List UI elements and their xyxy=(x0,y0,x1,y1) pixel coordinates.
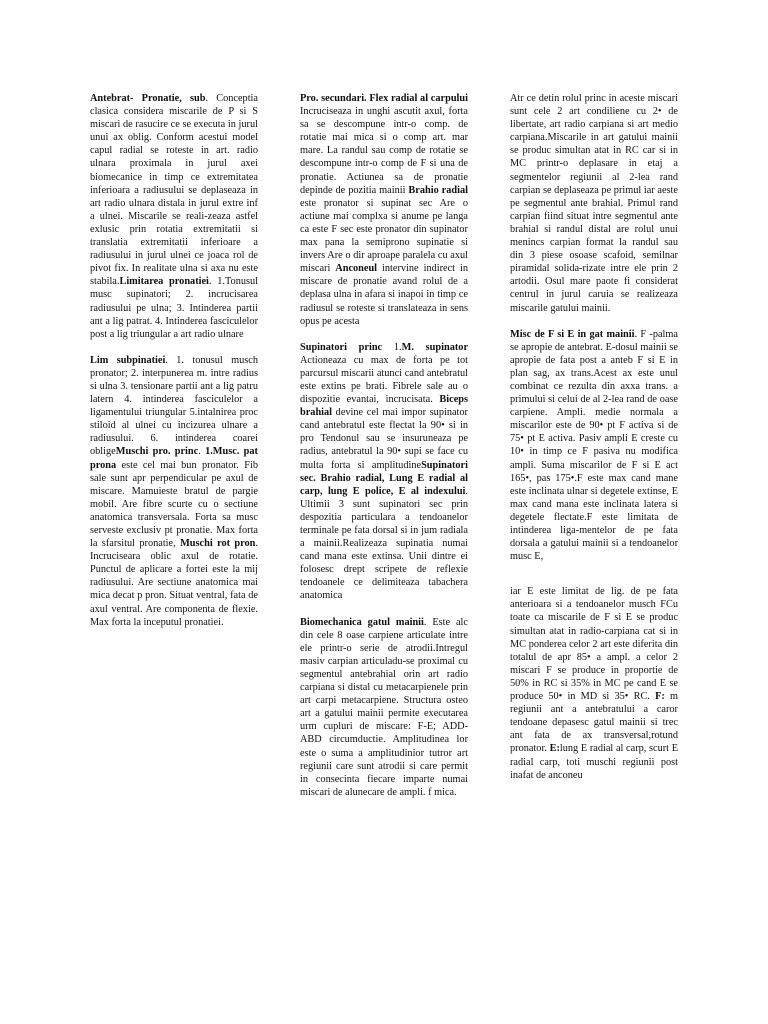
paragraph-atr-ce-detin xyxy=(510,92,678,315)
text-run: este cel mai bun pronator. Fib sale sunt apr perpendicular pe axul de miscare. Mamuieste bratul de pargie mobil. Are fibre scurte cu o sectiune anatomica transversala. Forta sa musc serveste exclusiv pt pronatie. Max forta la sfarsitul pronatie, xyxy=(90,459,258,550)
bold-term: Anconeul xyxy=(335,263,378,275)
bold-term: M. supinator xyxy=(401,341,469,353)
text-run: iar E este limitat de lig. de pe fata anterioara si a tendoanelor musch FCu toate ca miscarile de F si E se produc simultan atat in radio-carpiana cat si in MC ponderea celor 2 art este diferita din totalul de apr 85• a ampl. a celor 2 miscari F se produce in proportie de 50% in RC si 35% in MC pe cand E se produce 50• in MD si 35• RC. xyxy=(510,586,678,703)
bold-term: F: xyxy=(655,691,665,703)
paragraph-supinatori-princ xyxy=(300,341,468,603)
text-run: . 1. tonusul musch pronator; 2. interpunerea m. intre radius si ulna 3. tensionare partii ant a lig patru latern 4. intinderea fasciculelor a ligamentului triungular 5.intalnirea proc stiloid al ulnei cu incizurea ulnare a radiusului. 6. intinderea coarei oblige xyxy=(90,354,258,458)
bold-term: Supinatori princ xyxy=(300,341,383,353)
paragraph-biomecanica-gatul-mainii xyxy=(300,616,468,799)
text-run: intervine indirect in miscare de pronatie avand rolul de a deplasa ulna in afara si inapoi in timp ce radiusul se roteste si translateaza in sens opus pe acesta xyxy=(300,263,469,327)
text-run: . xyxy=(198,446,206,458)
text-run: . Incruciseara oblic axul de rotatie. Punctul de aplicare a fortei este la mij radiusului. Are sectiune anatomica mai mica decat p pron. Situat ventral, fata de axul ventral. Are componenta de flexie. Max forta la inceputul pronatiei. xyxy=(90,538,258,628)
text-run: m regiunii ant a antebratului a caror tendoane depasesc gatul mainii si trec ant fata de ax transversal,rotund pronator. xyxy=(510,691,678,755)
bold-term: Antebrat- Pronatie, sub xyxy=(90,93,206,104)
bold-term: Supinatori sec. Brahio radial, Lung E radial al carp, lung E police, E al indexului xyxy=(300,459,468,497)
bold-term: Muschi pro. princ xyxy=(115,446,199,458)
paragraph-antebrat-pronatie xyxy=(90,92,258,341)
text-run: Incruciseaza in unghi ascutit axul, forta sa se descompune intr-o comp. de rotatie mai mica si o comp art. mar mare. La randul sau comp de rotatie se descompune intr-o comp de F si una de pronatie. Actiunea sa de pronatie depinde de pozitia mainii xyxy=(300,106,468,196)
text-run: . Este alc din cele 8 oase carpiene articulate intre ele printr-o serie de atrodii.Intregul masiv carpian articuladu-se proximal cu segmentul antebrahial orin art radio carpiana si distal cu metacarpienele prin art carpi metacarpiene. Structura osteo art a gatului mainii permite executarea urm cupluri de miscare: F-E; ADD-ABD circumductie. Amplitudinea lor este o suma a amplitudinior tutror art regiunii care sunt atrodii si care permit in consecinta fiecare imparte numai miscari de alunecare de ampli. f mica. xyxy=(300,616,468,798)
text-run: . Conceptia clasica considera miscarile de P si S miscari de rasucire ce se executa in jurul unui ax oblig. Conform acestui model capul radial se roteste in art. radio ulnara proximala in jurul axei biomecanice in timp ce extremitatea inferioara a radiusului se deplaseaza in art radio ulnara distala in jurul extre inf a ulnei. Miscarile se reali-zeaza astfel exlusic prin rotatia extremitatii si translatia extremitatii inferioare a radiusului in jurul ulnei ce joaca rol de pivot fix. In realitate ulna si axa nu este stabila. xyxy=(90,93,258,288)
text-run: . Ultimii 3 sunt supinatori sec prin despozitia particulara a tendoanelor terminale pe fata dorsal si in jum radiala a mainii.Realizeaza supinatia numai cand mana este extinsa. Unii dintre ei folosesc drept scripete de reflexie tendoanele ce delimiteaza tabachera anatomica xyxy=(300,485,468,602)
column-middle xyxy=(300,92,468,799)
text-run: este pronator si supinat sec Are o actiune mai complxa si anume pe langa ca este F sec este pronator din supinator max pana la semiprono supinatie si invers Are o dir aproape paralela cu axul miscari xyxy=(300,197,468,275)
text-run: 1. xyxy=(382,341,402,353)
bold-term: Biceps brahial xyxy=(300,394,468,419)
text-run: Actioneaza cu max de forta pe tot parcursul miscarii atunci cand antebratul este extins pe brati. Fibrele sale au o dispozitie evantai, incrucisata. xyxy=(300,354,468,406)
text-run: devine cel mai impor supinator cand antebratul este flectat la 90• si in pro Tendonul sau se insuruneaza pe radius, antebratul la 90• supi se face cu multa forta si amplitudine xyxy=(300,407,468,471)
text-run: Atr ce detin rolul princ in aceste miscari sunt cele 2 art condiliene cu 2• de libertate, art radio carpiana si art medio carpiana.Miscarile in art gatului mainii se produc simultan atat in RC car si in MC printr-o deplasare in etaj a segmentelor regiunii al 2-lea rand carpian se deplaseaza pe primul iar aeste pe segmentul ante brahial. Primul rand carpian fiind situat intre segmentul ante brahial si randul distal are rolul unui menincs carpian format la randul sau din 3 piese osoase scafoid, semilnar piramidal solida-rizate intre ele prin 2 artodii. Osul mare paote fi considerat centrul in jurul caruia se realizeaza miscarile gatului mainii. xyxy=(510,93,678,314)
text-run: lung E radial al carp, scurt E radial carp, toti muschi regiunii post inafat de anconeu xyxy=(510,743,679,781)
bold-term: Misc de F si E in gat mainii xyxy=(510,328,635,340)
bold-term: Pro. secundari. Flex radial al carpului xyxy=(300,93,468,104)
text-run: . 1.Tonusul musc supinatori; 2. incrucisarea radiusului pe ulna; 3. Intinderea partii ant a lig patrat. 4. Intinderea fasciculelor post a lig triungular a art radio ulnare xyxy=(90,276,259,340)
bold-term: Muschi rot pron xyxy=(180,538,256,550)
bold-term: 1.Musc. pat prona xyxy=(90,446,258,471)
column-left xyxy=(90,92,258,629)
text-run: . F -palma se apropie de antebrat. E-dosul mainii se apropie de fata post a anteb F si E in plan sag, ax trans.Acest ax este unul combinat ce rezulta din axxa trans. a primului si celui de al 2-lea rand de oase carpiene. Ampli. medie normala a miscarilor este de 90• pt F activa si de 75• pt E activa. Pasiv ampli E creste cu 10• in timp ce F pasiva nu modifica ampli. Suma miscarilor de F si E act 165•, pas 175•.F este max cand mane este inclinata ulnar si degetele extinse, E max cand mana este inclinata latera si degetele flectate.F este limitata de intinderea liga-mentelor de pe fata dorsala a gatului mainii si a tendoanelor musc E, xyxy=(510,328,678,563)
paragraph-misc-f-si-e xyxy=(510,328,678,564)
paragraph-pro-secundari xyxy=(300,92,468,328)
bold-term: Brahio radial xyxy=(408,184,468,196)
paragraph-iar-e-limitat xyxy=(510,585,678,781)
bold-term: Lim subpinatiei xyxy=(90,354,166,366)
paragraph-lim-subpinatiei xyxy=(90,354,258,629)
bold-term: E: xyxy=(549,743,560,755)
bold-term: Biomechanica gatul mainii xyxy=(300,616,424,628)
bold-term: Limitarea pronatiei xyxy=(119,276,209,288)
column-right xyxy=(510,92,678,782)
